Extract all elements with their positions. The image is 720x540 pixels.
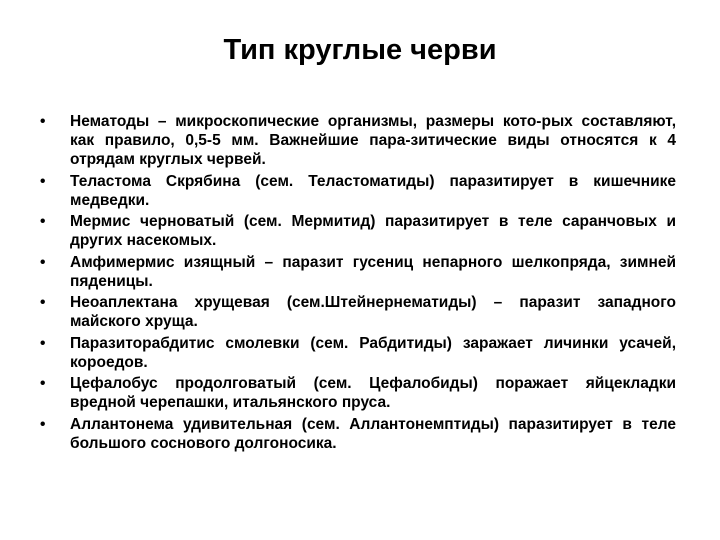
bullet-marker: • <box>40 375 46 392</box>
bullet-marker: • <box>40 294 46 311</box>
bullet-item <box>40 293 676 331</box>
bullet-text: Мермис черноватый (сем. Мермитид) паразитирует в теле саранчовых и других насекомых. <box>70 213 676 249</box>
bullet-marker: • <box>40 213 46 230</box>
bullet-marker: • <box>40 334 46 352</box>
bullet-marker: • <box>40 415 46 433</box>
bullet-item <box>40 334 676 372</box>
bullet-list <box>40 112 676 455</box>
bullet-item <box>40 253 676 291</box>
bullet-marker: • <box>40 113 46 130</box>
bullet-text: Нематоды – микроскопические организмы, размеры кото-рых составляют, как правило, 0,5-5 мм. Важнейшие пара-зитические виды относятся к 4 отрядам круглых червей. <box>70 113 676 168</box>
slide-title: Тип круглые черви <box>223 34 497 66</box>
bullet-item <box>40 212 676 250</box>
bullet-item <box>40 112 676 169</box>
bullet-text: Амфимермис изящный – паразит гусениц непарного шелкопряда, зимней пяденицы. <box>70 253 676 290</box>
bullet-text: Теластома Скрябина (сем. Теластоматиды) паразитирует в кишечнике медведки. <box>70 172 676 209</box>
bullet-text: Паразиторабдитис смолевки (сем. Рабдитиды) заражает личинки усачей, короедов. <box>70 334 676 371</box>
bullet-marker: • <box>40 172 46 190</box>
bullet-text: Аллантонема удивительная (сем. Аллантонемптиды) паразитирует в теле большого соснового долгоносика. <box>70 415 676 452</box>
bullet-marker: • <box>40 253 46 271</box>
bullet-text: Неоаплектана хрущевая (сем.Штейнернематиды) – паразит западного майского хруща. <box>70 294 676 330</box>
bullet-item <box>40 415 676 453</box>
bullet-text: Цефалобус продолговатый (сем. Цефалобиды) поражает яйцекладки вредной черепашки, итальянского пруса. <box>70 375 676 411</box>
bullet-item <box>40 172 676 210</box>
bullet-item <box>40 374 676 412</box>
